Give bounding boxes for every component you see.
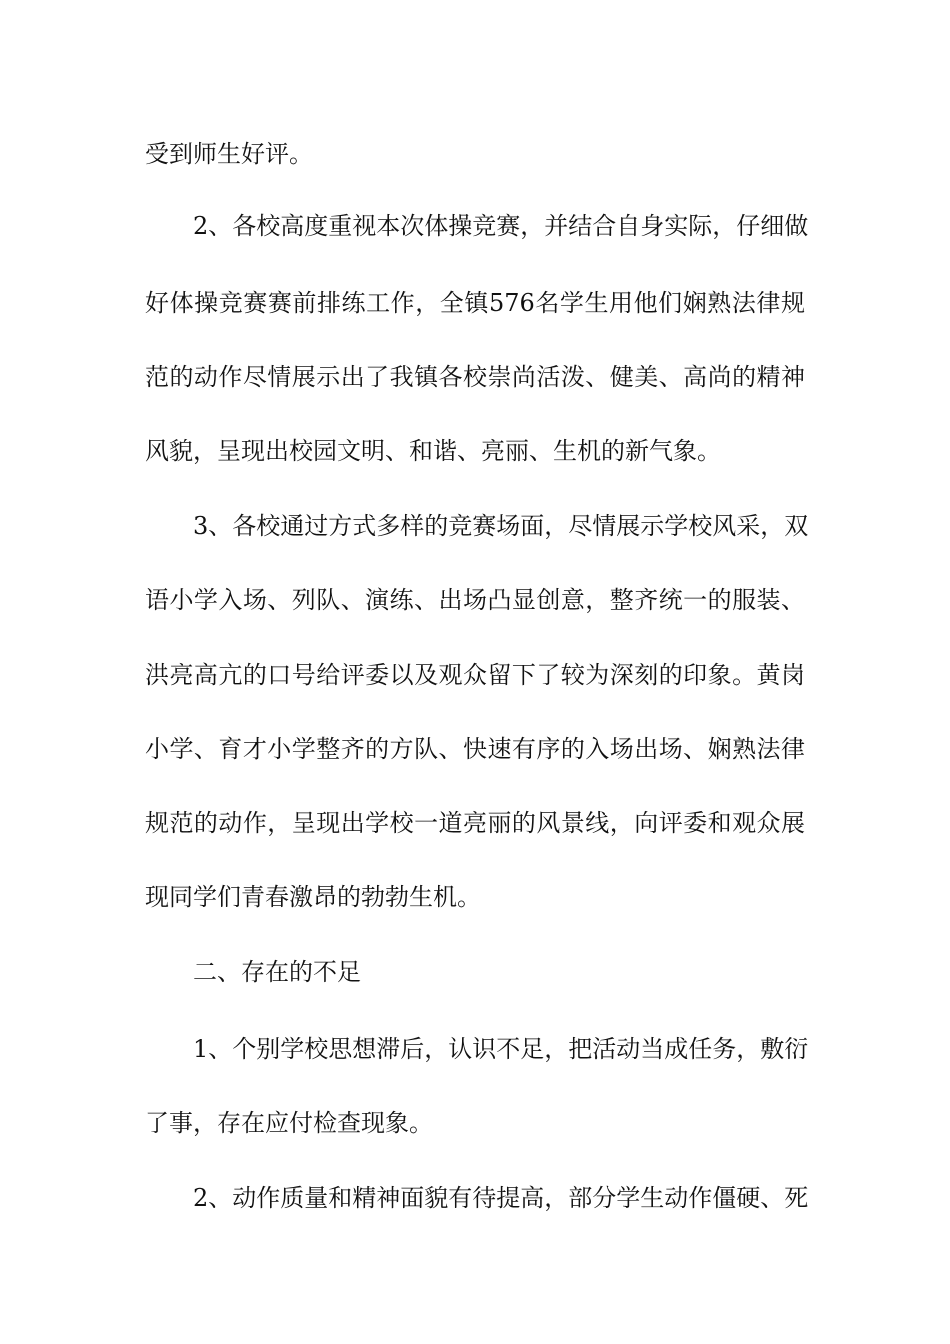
text-line-5: 风貌，呈现出校园文明、和谐、亮丽、生机的新气象。 — [145, 437, 721, 465]
text-line-11: 现同学们青春激昂的勃勃生机。 — [145, 883, 481, 911]
text-line-9: 小学、育才小学整齐的方队、快速有序的入场出场、娴熟法律 — [145, 735, 805, 763]
text-line-10: 规范的动作，呈现出学校一道亮丽的风景线，向评委和观众展 — [145, 809, 805, 837]
text-line-7: 语小学入场、列队、演练、出场凸显创意，整齐统一的服装、 — [145, 586, 805, 614]
text-line-3: 好体操竞赛赛前排练工作，全镇576名学生用他们娴熟法律规 — [145, 289, 805, 317]
text-line-4: 范的动作尽情展示出了我镇各校崇尚活泼、健美、高尚的精神 — [145, 363, 805, 391]
text-line-13: 1、个别学校思想滞后，认识不足，把活动当成任务，敷衍 — [193, 1035, 809, 1063]
text-line-15: 2、动作质量和精神面貌有待提高，部分学生动作僵硬、死 — [193, 1184, 809, 1212]
text-line-2: 2、各校高度重视本次体操竞赛，并结合自身实际，仔细做 — [193, 212, 809, 240]
text-line-8: 洪亮高亢的口号给评委以及观众留下了较为深刻的印象。黄岗 — [145, 661, 805, 689]
section-heading: 二、存在的不足 — [193, 958, 361, 986]
text-line-14: 了事，存在应付检查现象。 — [145, 1109, 433, 1137]
text-line-1: 受到师生好评。 — [145, 140, 313, 168]
text-line-6: 3、各校通过方式多样的竞赛场面，尽情展示学校风采，双 — [193, 512, 809, 540]
